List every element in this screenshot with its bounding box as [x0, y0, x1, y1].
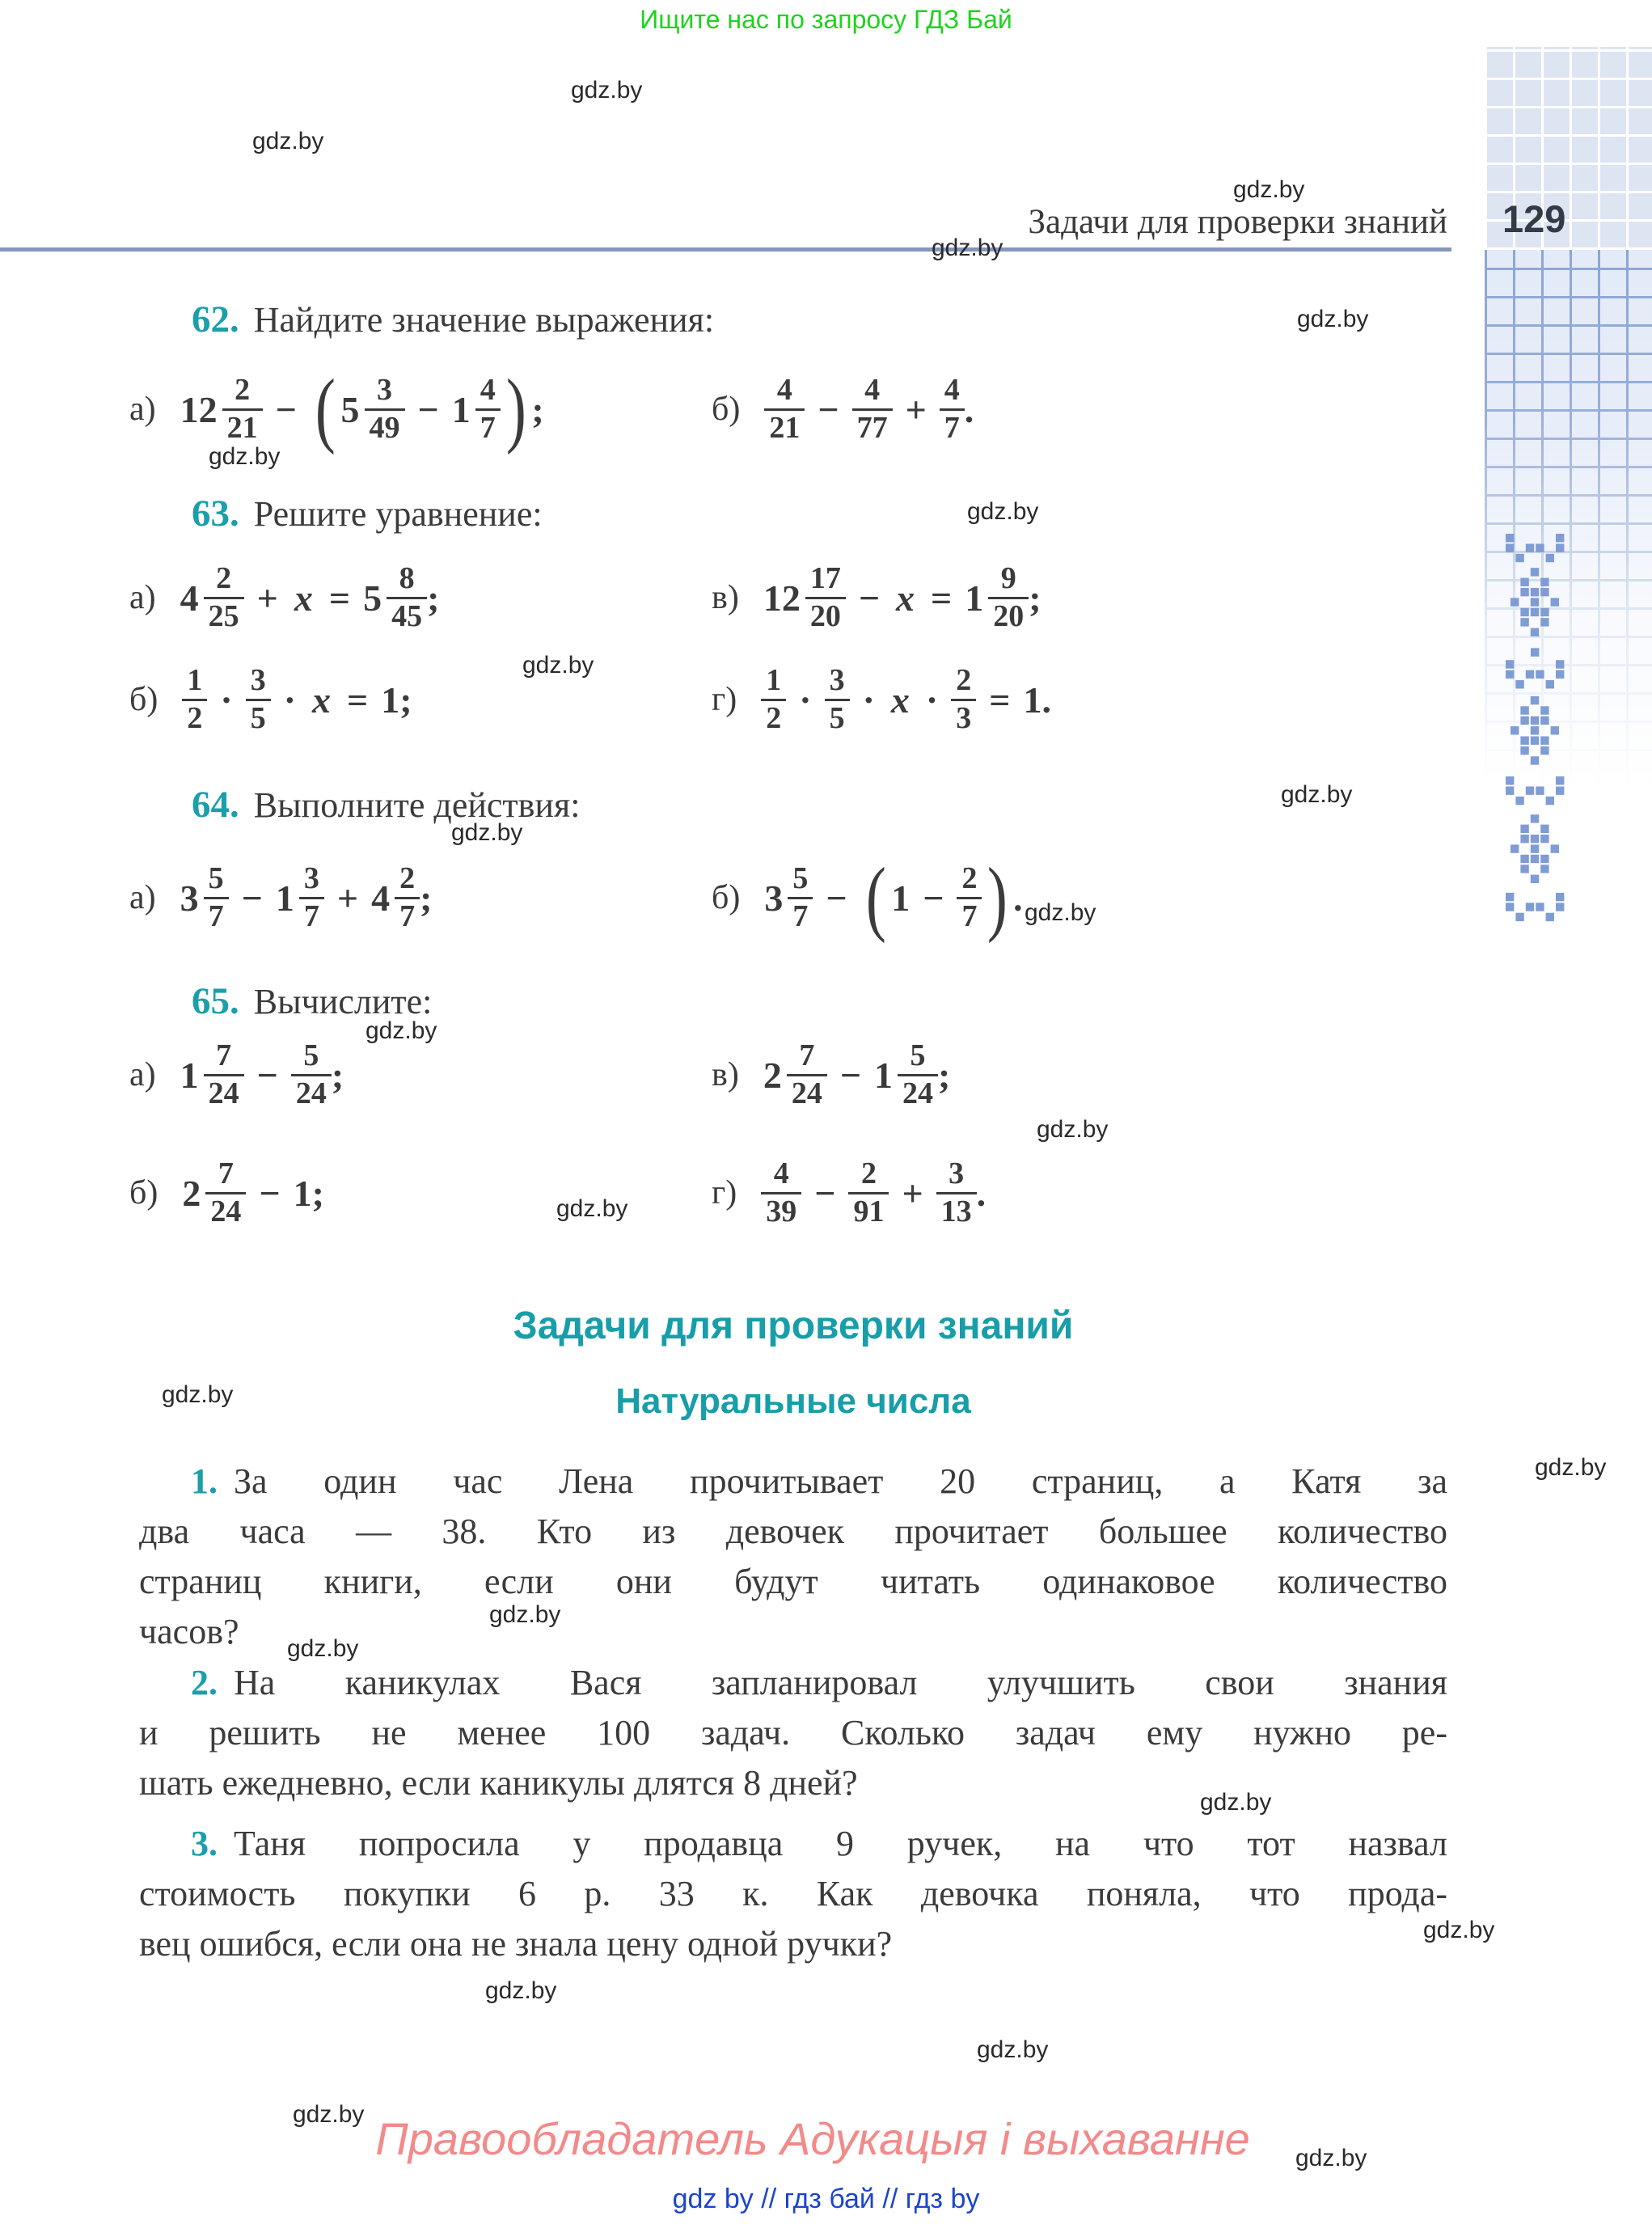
fraction-stack: [204, 861, 229, 934]
numerator: 1: [187, 662, 203, 697]
fraction: [940, 373, 965, 446]
variable-x: x: [312, 679, 332, 721]
numerator: 4: [773, 1156, 789, 1190]
denominator: 91: [848, 1192, 889, 1230]
numerator: 3: [303, 860, 319, 895]
operator: ·: [925, 679, 939, 721]
mixed-number: [180, 373, 263, 446]
exercise-number: 63.: [192, 493, 239, 535]
whole-part: 4: [180, 577, 199, 619]
fraction-stack: [787, 1038, 827, 1111]
fraction: [246, 663, 271, 736]
fraction-stack: [936, 1156, 977, 1229]
whole-part: 3: [764, 877, 784, 919]
denominator: 3: [951, 699, 976, 737]
whole-part: 5: [340, 388, 360, 430]
exercise-title-text: Выполните действия:: [253, 785, 581, 825]
task-number: 3.: [191, 1824, 218, 1863]
whole-part: 1: [451, 388, 471, 430]
item-label: а): [129, 1056, 156, 1093]
fraction: [951, 663, 976, 736]
item-label: г): [712, 1174, 737, 1211]
operator: −: [256, 1054, 278, 1096]
numerator: 2: [860, 1156, 877, 1190]
exercise-63-item-b: [129, 645, 412, 755]
operator: +: [336, 877, 359, 919]
operator: −: [241, 877, 263, 919]
gdz-watermark: gdz.by: [287, 1635, 359, 1662]
item-label: в): [712, 1056, 739, 1093]
exercise-65-item-g: [712, 1138, 986, 1248]
exercise-number: 65.: [192, 980, 239, 1022]
math-text: ;: [420, 877, 433, 919]
gdz-watermark: gdz.by: [489, 1601, 561, 1628]
exercise-title-text: Решите уравнение:: [253, 494, 543, 534]
mixed-number: [180, 861, 229, 934]
task-2: [139, 1658, 1447, 1808]
numerator: 7: [799, 1038, 815, 1072]
page-number: 129: [1502, 197, 1566, 240]
denominator: 2: [182, 699, 207, 737]
task-line: два часа — 38. Кто из девочек прочитает большее количество: [139, 1512, 1447, 1551]
exercise-64-item-a: [129, 843, 432, 953]
operator: −: [275, 388, 297, 430]
numerator: 2: [234, 372, 251, 407]
mixed-number: [341, 373, 405, 446]
operator: =: [931, 577, 953, 619]
variable-x: x: [896, 577, 915, 619]
denominator: 5: [246, 699, 271, 737]
fraction-stack: [395, 861, 420, 934]
math-text: 1;: [293, 1172, 324, 1214]
denominator: 24: [787, 1074, 827, 1112]
fraction-stack: [387, 561, 427, 634]
mixed-number: [276, 861, 324, 934]
operator: =: [989, 679, 1011, 721]
gdz-watermark: gdz.by: [522, 652, 594, 679]
numerator: 2: [399, 860, 416, 895]
fraction-stack: [222, 373, 263, 446]
fraction-stack: [291, 1038, 332, 1111]
numerator: 4: [776, 372, 792, 407]
operator: +: [256, 577, 278, 619]
denominator: 21: [764, 408, 805, 446]
denominator: 20: [805, 597, 846, 635]
fraction-stack: [204, 561, 244, 634]
denominator: 24: [204, 1074, 244, 1112]
fraction: [761, 663, 786, 736]
item-label: б): [712, 391, 741, 428]
task-1: [139, 1457, 1447, 1657]
whole-part: 2: [182, 1172, 201, 1214]
exercise-number: 64.: [192, 784, 239, 826]
header-rule: [0, 247, 1451, 252]
item-label: а): [129, 579, 156, 616]
fraction: [852, 373, 893, 446]
math-text: .: [1013, 877, 1023, 919]
task-3: [139, 1819, 1447, 1969]
math-text: ;: [1029, 577, 1041, 619]
gdz-watermark: gdz.by: [252, 128, 324, 154]
exercise-title-text: Найдите значение выражения:: [253, 300, 715, 340]
denominator: 24: [205, 1192, 246, 1230]
mixed-number: [371, 861, 420, 934]
gdz-watermark: gdz.by: [293, 2101, 365, 2128]
numerator: 7: [218, 1156, 234, 1190]
top-banner-text: Ищите нас по запросу ГДЗ Бай: [640, 5, 1012, 34]
copyright-line: Правообладатель Адукацыя і выхаванне: [375, 2113, 1250, 2164]
gdz-watermark: gdz.by: [977, 2036, 1049, 2063]
denominator: 25: [204, 597, 244, 635]
numerator: 4: [480, 372, 496, 407]
exercise-number: 62.: [192, 298, 239, 340]
gdz-watermark: gdz.by: [556, 1195, 628, 1222]
operator: −: [839, 1054, 862, 1096]
mixed-number: [452, 373, 501, 446]
variable-x: x: [294, 577, 313, 619]
fraction-stack: [475, 373, 501, 446]
numerator: 3: [377, 372, 392, 407]
operator: =: [347, 679, 369, 721]
math-text: .: [976, 1172, 987, 1214]
fraction: [936, 1156, 977, 1229]
fraction-stack: [182, 663, 207, 736]
fraction-stack: [957, 861, 982, 934]
numerator: 5: [792, 860, 809, 895]
operator: −: [259, 1172, 281, 1214]
task-line: и решить не менее 100 задач. Сколько задач ему нужно ре-: [139, 1713, 1447, 1753]
gdz-watermark: gdz.by: [967, 498, 1039, 525]
exercise-63-title: [192, 492, 543, 535]
mixed-number: [965, 561, 1029, 634]
fraction-stack: [246, 663, 271, 736]
operator: ·: [220, 679, 233, 721]
numerator: 3: [829, 662, 845, 697]
numerator: 3: [949, 1156, 965, 1190]
gdz-watermark: gdz.by: [1037, 1116, 1109, 1143]
whole-part: 12: [180, 388, 218, 430]
item-label: б): [712, 879, 741, 916]
fraction-stack: [205, 1156, 246, 1229]
operator: +: [902, 1172, 923, 1214]
whole-part: 12: [763, 577, 801, 619]
exercise-63-item-g: [712, 645, 1051, 755]
task-number: 2.: [191, 1663, 218, 1702]
denominator: 39: [761, 1192, 801, 1230]
fraction: [182, 663, 207, 736]
fraction-stack: [788, 861, 813, 934]
gdz-watermark: gdz.by: [932, 235, 1003, 261]
operator: −: [417, 388, 439, 430]
task-number: 1.: [191, 1461, 218, 1501]
fraction-stack: [825, 663, 850, 736]
gdz-watermark: gdz.by: [1423, 1917, 1495, 1943]
operator: ·: [799, 679, 812, 721]
denominator: 77: [852, 408, 893, 446]
fraction-stack: [764, 373, 805, 446]
exercise-64-item-b: б) 3 $\frac{5}{7}$ − ( 1 − $\frac{2}{7}$ ) .: [712, 851, 1023, 944]
numerator: 7: [216, 1038, 232, 1072]
task-line: страниц книги, если они будут читать одинаковое количество: [139, 1562, 1447, 1601]
denominator: 13: [936, 1192, 977, 1230]
task-line: стоимость покупки 6 р. 33 к. Как девочка поняла, что прода-: [139, 1874, 1447, 1913]
math-text: ;: [331, 1054, 344, 1096]
math-text: 1: [891, 877, 911, 919]
operator: −: [818, 388, 839, 430]
whole-part: 5: [363, 577, 382, 619]
operator: =: [328, 577, 351, 619]
denominator: 7: [204, 897, 229, 935]
fraction: [761, 1156, 801, 1229]
exercise-65-title: [192, 979, 432, 1023]
math-text: ;: [531, 388, 544, 430]
numerator: 17: [809, 560, 841, 595]
task-line: часов?: [139, 1612, 239, 1651]
item-label: а): [129, 879, 156, 916]
gdz-watermark: gdz.by: [1535, 1454, 1607, 1481]
exercise-62-title: [192, 298, 714, 341]
mixed-number: [180, 561, 244, 634]
whole-part: 4: [371, 877, 391, 919]
fraction: [825, 663, 850, 736]
whole-part: 1: [965, 577, 984, 619]
fraction: [848, 1156, 889, 1229]
numerator: 1: [766, 662, 782, 697]
operator: −: [814, 1172, 836, 1214]
operator: ·: [862, 679, 875, 721]
denominator: 7: [395, 897, 420, 935]
fraction-stack: [988, 561, 1029, 634]
item-label: г): [712, 681, 737, 718]
fraction-stack: [761, 663, 786, 736]
fraction-stack: [898, 1038, 938, 1111]
denominator: 21: [222, 408, 263, 446]
section-subheading: Натуральные числа: [615, 1381, 971, 1421]
gdz-watermark: gdz.by: [365, 1017, 437, 1044]
exercise-title-text: Вычислите:: [253, 982, 433, 1021]
whole-part: 1: [180, 1054, 199, 1096]
exercise-63-item-a: [129, 543, 439, 653]
denominator: 5: [825, 699, 850, 737]
gdz-watermark: gdz.by: [451, 819, 523, 846]
exercise-65-item-b: [129, 1138, 324, 1248]
operator: +: [905, 388, 927, 430]
denominator: 7: [940, 408, 965, 446]
gdz-watermark: gdz.by: [1281, 781, 1353, 808]
task-line: 1. За один час Лена прочитывает 20 страниц, а Катя за: [191, 1461, 1447, 1501]
exercise-65-item-v: [712, 1020, 950, 1130]
denominator: 7: [788, 897, 813, 935]
numerator: 2: [961, 860, 978, 895]
numerator: 5: [910, 1038, 926, 1072]
mixed-number: [180, 1038, 244, 1111]
task-line: 2. На каникулах Вася запланировал улучшить свои знания: [191, 1663, 1447, 1702]
whole-part: 2: [763, 1054, 782, 1096]
operator: −: [923, 877, 944, 919]
gdz-watermark: gdz.by: [162, 1381, 234, 1408]
fraction-stack: [852, 373, 893, 446]
math-text: ;: [938, 1054, 951, 1096]
numerator: 4: [864, 372, 881, 407]
fraction-stack: [365, 373, 405, 446]
fraction-stack: [940, 373, 965, 446]
numerator: 5: [303, 1038, 319, 1072]
cross-stitch-ornament: [1506, 534, 1595, 954]
whole-part: 1: [275, 877, 294, 919]
exercise-65-item-a: [129, 1020, 344, 1130]
fraction-stack: [204, 1038, 244, 1111]
fraction: [957, 861, 982, 934]
fraction-stack: [951, 663, 976, 736]
item-label: б): [129, 1174, 158, 1211]
math-text: 1.: [1023, 679, 1051, 721]
gdz-watermark: gdz.by: [1200, 1789, 1272, 1816]
section-heading: Задачи для проверки знаний: [513, 1304, 1074, 1347]
exercise-63-item-v: [712, 543, 1041, 653]
mixed-number: [182, 1156, 246, 1229]
fraction-stack: [805, 561, 846, 634]
whole-part: 1: [874, 1054, 894, 1096]
operator: −: [826, 877, 847, 919]
item-label: б): [129, 681, 158, 718]
fraction-stack: [299, 861, 324, 934]
denominator: 24: [898, 1074, 938, 1112]
mixed-number: [764, 861, 813, 934]
gdz-watermark: gdz.by: [571, 77, 643, 104]
gdz-watermark: gdz.by: [1233, 176, 1305, 203]
numerator: 8: [399, 560, 415, 595]
math-text: ;: [427, 577, 440, 619]
mixed-number: [763, 1038, 827, 1111]
exercise-62-item-b: [712, 354, 974, 464]
fraction-stack: [761, 1156, 801, 1229]
fraction: [764, 373, 805, 446]
gdz-watermark: gdz.by: [209, 443, 281, 470]
denominator: 7: [957, 897, 982, 935]
denominator: 24: [291, 1074, 332, 1112]
fraction-stack: [848, 1156, 889, 1229]
denominator: 45: [387, 597, 427, 635]
variable-x: x: [890, 679, 910, 721]
running-head-title: Задачи для проверки знаний: [1028, 203, 1447, 241]
gdz-watermark: gdz.by: [1297, 306, 1369, 332]
denominator: 2: [761, 699, 786, 737]
whole-part: 3: [180, 877, 199, 919]
denominator: 7: [475, 408, 501, 446]
gdz-links-line: gdz by // гдз бай // гдз by: [672, 2184, 980, 2214]
fraction: [291, 1038, 332, 1111]
denominator: 7: [299, 897, 324, 935]
mixed-number: [363, 561, 427, 634]
numerator: 4: [944, 372, 960, 407]
numerator: 5: [208, 860, 224, 895]
numerator: 2: [216, 560, 232, 595]
math-text: .: [964, 388, 974, 430]
operator: ·: [283, 679, 297, 721]
mixed-number: [763, 561, 846, 634]
task-line: шать ежедневно, если каникулы длятся 8 дней?: [139, 1763, 858, 1803]
task-line: вец ошибся, если она не знала цену одной ручки?: [139, 1924, 893, 1964]
gdz-watermark: gdz.by: [1295, 2145, 1367, 2171]
exercise-62-item-a: а) 12 $\frac{2}{21}$ − ( 5 $\frac{3}{49}$ − 1 $\frac{4}{7}$ ) ;: [129, 362, 544, 455]
item-label: в): [712, 579, 739, 616]
gdz-watermark: gdz.by: [1025, 899, 1096, 926]
math-text: 1;: [381, 679, 412, 721]
task-line: 3. Таня попросила у продавца 9 ручек, на что тот назвал: [191, 1824, 1447, 1863]
numerator: 9: [1000, 560, 1016, 595]
gdz-watermark: gdz.by: [485, 1977, 557, 2004]
denominator: 49: [365, 408, 405, 446]
operator: −: [858, 577, 881, 619]
mixed-number: [874, 1038, 938, 1111]
numerator: 3: [250, 662, 266, 697]
denominator: 20: [988, 597, 1029, 635]
numerator: 2: [956, 662, 972, 697]
item-label: а): [129, 391, 156, 428]
